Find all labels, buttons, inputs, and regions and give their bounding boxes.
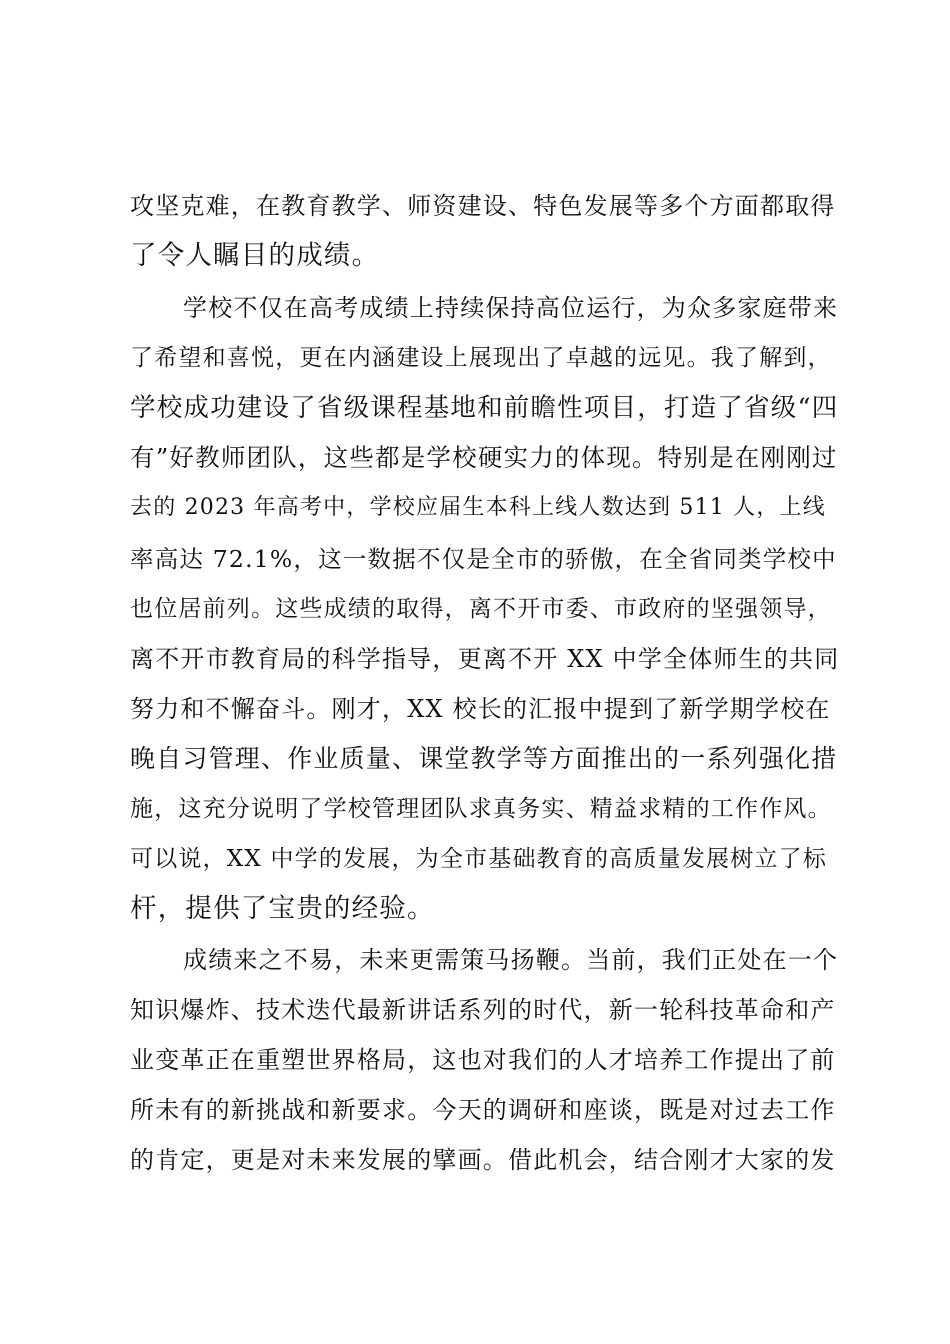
text-line: 有”好教师团队，这些都是学校硬实力的体现。特别是在刚刚过: [130, 443, 838, 472]
text-line: 也位居前列。这些成绩的取得，离不开市委、市政府的坚强领导，: [130, 596, 832, 622]
text-line: 去的 2023 年高考中，学校应届生本科上线人数达到 511 人，上线: [130, 495, 826, 520]
text-line: 可以说，XX 中学的发展，为全市基础教育的高质量发展树立了标: [130, 846, 828, 872]
text-line: 学校成功建设了省级课程基地和前瞻性项目，打造了省级“四: [130, 393, 839, 423]
text-line: 的肯定，更是对未来发展的擘画。借此机会，结合刚才大家的发: [130, 1146, 836, 1174]
text-line: 晚自习管理、作业质量、课堂教学等方面推出的一系列强化措: [130, 744, 838, 773]
paragraph-start-line: 学校不仅在高考成绩上持续保持高位运行，为众多家庭带来: [183, 294, 839, 322]
text-line: 了令人瞩目的成绩。: [130, 240, 380, 271]
text-line: 率高达 72.1%，这一数据不仅是全市的骄傲，在全省同类学校中: [130, 545, 837, 573]
text-line: 了希望和喜悦，更在内涵建设上展现出了卓越的远见。我了解到，: [130, 345, 832, 371]
text-line: 攻坚克难，在教育教学、师资建设、特色发展等多个方面都取得: [130, 192, 836, 220]
text-line: 所未有的新挑战和新要求。今天的调研和座谈，既是对过去工作: [130, 1096, 836, 1124]
text-line: 努力和不懈奋斗。刚才，XX 校长的汇报中提到了新学期学校在: [130, 695, 831, 723]
text-line: 杆，提供了宝贵的经验。: [130, 893, 435, 924]
text-line: 离不开市教育局的科学指导，更离不开 XX 中学全体师生的共同: [130, 645, 840, 673]
text-line: 施，这充分说明了学校管理团队求真务实、精益求精的工作作风。: [130, 796, 832, 822]
paragraph-start-line: 成绩来之不易，未来更需策马扬鞭。当前，我们正处在一个: [183, 946, 839, 974]
text-line: 业变革正在重塑世界格局，这也对我们的人才培养工作提出了前: [130, 1046, 836, 1074]
text-line: 知识爆炸、技术迭代最新讲话系列的时代，新一轮科技革命和产: [130, 996, 836, 1024]
